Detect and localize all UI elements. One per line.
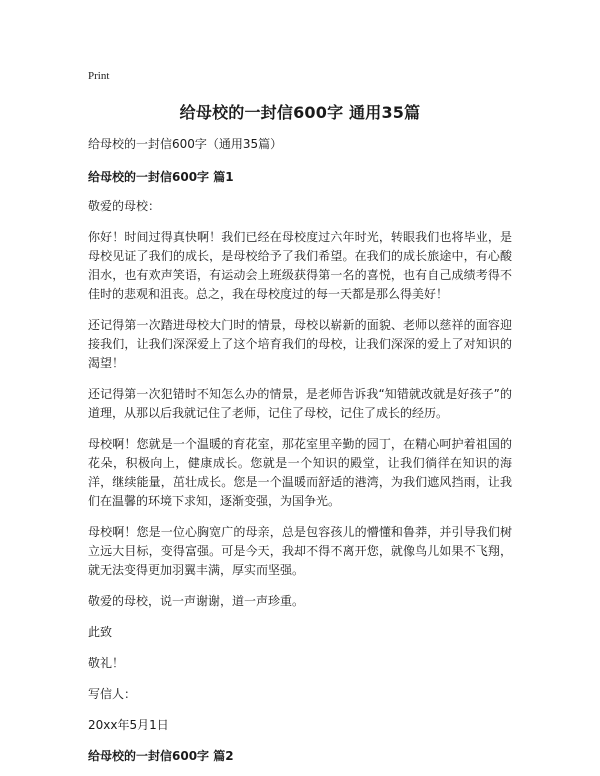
letter-paragraph: 母校啊！您是一位心胸宽广的母亲，总是包容孩儿的懵懂和鲁莽，并引导我们树立远大目标，变得富强。可是今天，我却不得不离开您，就像鸟儿如果不飞翔，就无法变得更加羽翼丰满，厚实而坚强。 bbox=[88, 525, 512, 577]
print-link[interactable]: Print bbox=[88, 70, 110, 82]
letter-signature-label: 写信人： bbox=[88, 687, 137, 701]
letter-closing: 此致 bbox=[88, 625, 113, 639]
letter-paragraph: 还记得第一次踏进母校大门时的情景，母校以崭新的面貌、老师以慈祥的面容迎接我们，让我们深深爱上了这个培育我们的母校，让我们深深的爱上了对知识的渴望！ bbox=[88, 318, 512, 370]
document-title: 给母校的一封信600字 通用35篇 bbox=[179, 103, 421, 122]
letter-paragraph: 还记得第一次犯错时不知怎么办的情景，是老师告诉我“知错就改就是好孩子”的道理，从那以后我就记住了老师，记住了母校，记住了成长的经历。 bbox=[88, 387, 512, 420]
section-heading-1: 给母校的一封信600字 篇1 bbox=[88, 170, 234, 184]
letter-date: 20xx年5月1日 bbox=[88, 718, 169, 732]
letter-paragraph: 你好！时间过得真快啊！我们已经在母校度过六年时光，转眼我们也将毕业，是母校见证了我们的成长，是母校给予了我们希望。在我们的成长旅途中，有心酸泪水，也有欢声笑语，有运动会上班级获得第一名的喜悦，也有自己成绩考得不佳时的悲观和沮丧。总之，我在母校度过的每一天都是那么得美好！ bbox=[88, 230, 512, 301]
document-subtitle: 给母校的一封信600字（通用35篇） bbox=[88, 137, 283, 151]
letter-paragraph: 敬爱的母校，说一声谢谢，道一声珍重。 bbox=[88, 594, 305, 608]
letter-greeting: 敬爱的母校： bbox=[88, 199, 161, 213]
section-heading-2: 给母校的一封信600字 篇2 bbox=[88, 749, 234, 763]
letter-salute: 敬礼！ bbox=[88, 656, 125, 670]
letter-paragraph: 母校啊！您就是一个温暖的育花室，那花室里辛勤的园丁，在精心呵护着祖国的花朵，积极向上，健康成长。您就是一个知识的殿堂，让我们徜徉在知识的海洋，继续能量，茁壮成长。您是一个温暖而舒适的港湾，为我们遮风挡雨，让我们在温馨的环境下求知，逐渐变强，为国争光。 bbox=[88, 437, 512, 508]
